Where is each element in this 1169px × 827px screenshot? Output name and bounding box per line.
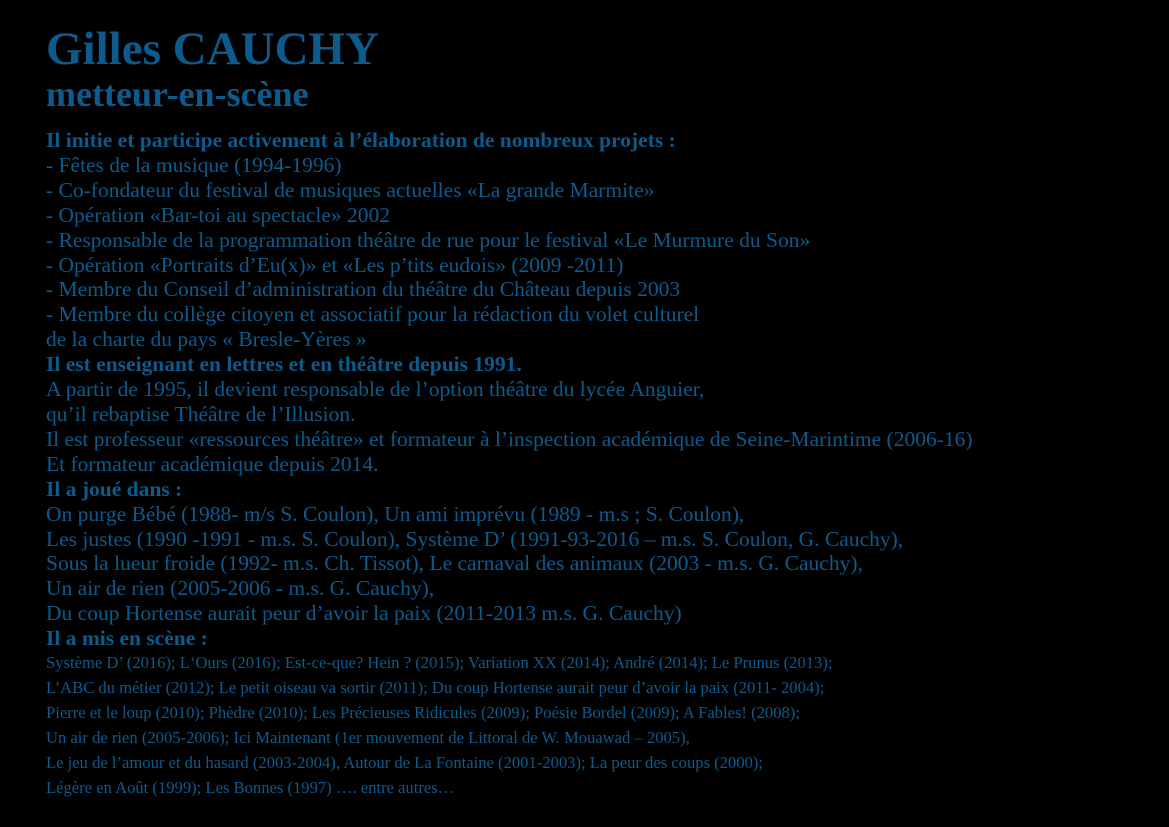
list-item: - Opération «Portraits d’Eu(x)» et «Les p’tits eudois» (2009 -2011) — [46, 252, 624, 277]
acting-heading: Il a joué dans : — [46, 476, 183, 501]
page-title: Gilles CAUCHY — [46, 23, 379, 75]
text-line: On purge Bébé (1988- m/s S. Coulon), Un ami imprévu (1989 - m.s ; S. Coulon), — [46, 501, 745, 526]
text-line: Il est professeur «ressources théâtre» et formateur à l’inspection académique de Seine-Marintime (2006-16) — [46, 426, 973, 451]
list-item: - Responsable de la programmation théâtre de rue pour le festival «Le Murmure du Son» — [46, 227, 811, 252]
text-line: A partir de 1995, il devient responsable de l’option théâtre du lycée Anguier, — [46, 377, 705, 402]
text-line: Le jeu de l’amour et du hasard (2003-2004), Autour de La Fontaine (2001-2003); La peur des coups (2000); — [46, 752, 764, 772]
projects-heading: Il initie et participe activement à l’élaboration de nombreux projets : — [46, 128, 676, 152]
list-item: - Opération «Bar-toi au spectacle» 2002 — [46, 202, 391, 227]
teaching-heading: Il est enseignant en lettres et en théâtre depuis 1991. — [46, 352, 522, 377]
teaching-section — [46, 352, 1166, 477]
text-line: qu’il rebaptise Théâtre de l’Illusion. — [46, 401, 356, 426]
bio-page — [46, 24, 1166, 800]
acting-section — [46, 477, 1166, 626]
projects-section — [46, 128, 1166, 352]
list-item: - Membre du collège citoyen et associatif pour la rédaction du volet culturel — [46, 302, 700, 327]
text-line: Sous la lueur froide (1992- m.s. Ch. Tissot), Le carnaval des animaux (2003 - m.s. G. Cauchy), — [46, 551, 863, 576]
directing-section — [46, 626, 1166, 800]
text-line: Un air de rien (2005-2006 - m.s. G. Cauchy), — [46, 576, 435, 601]
text-line: L’ABC du métier (2012); Le petit oiseau va sortir (2011); Du coup Hortense aurait peur d’avoir la paix (2011- 2004); — [46, 677, 825, 697]
text-line: Légère en Août (1999); Les Bonnes (1997) …. entre autres… — [46, 777, 455, 797]
text-line: Système D’ (2016); L‘Ours (2016); Est-ce-que? Hein ? (2015); Variation XX (2014); André (2014); Le Prunus (2013); — [46, 653, 833, 673]
list-item: - Membre du Conseil d’administration du théâtre du Château depuis 2003 — [46, 277, 681, 302]
page-subtitle: metteur-en-scène — [46, 74, 309, 114]
directing-heading: Il a mis en scène : — [46, 626, 208, 651]
text-line: Pierre et le loup (2010); Phèdre (2010); Les Précieuses Ridicules (2009); Poésie Bordel (2009); A Fables! (2008); — [46, 702, 800, 722]
list-item: - Fêtes de la musique (1994-1996) — [46, 152, 342, 177]
text-line: Du coup Hortense aurait peur d’avoir la paix (2011-2013 m.s. G. Cauchy) — [46, 601, 682, 626]
list-item: de la charte du pays « Bresle-Yères » — [46, 327, 367, 352]
list-item: - Co-fondateur du festival de musiques actuelles «La grande Marmite» — [46, 177, 655, 202]
text-line: Un air de rien (2005-2006); Ici Maintenant (1er mouvement de Littoral de W. Mouawad – 2005), — [46, 727, 690, 747]
text-line: Et formateur académique depuis 2014. — [46, 451, 379, 476]
text-line: Les justes (1990 -1991 - m.s. S. Coulon), Système D’ (1991-93-2016 – m.s. S. Coulon, G. Cauchy), — [46, 526, 904, 551]
